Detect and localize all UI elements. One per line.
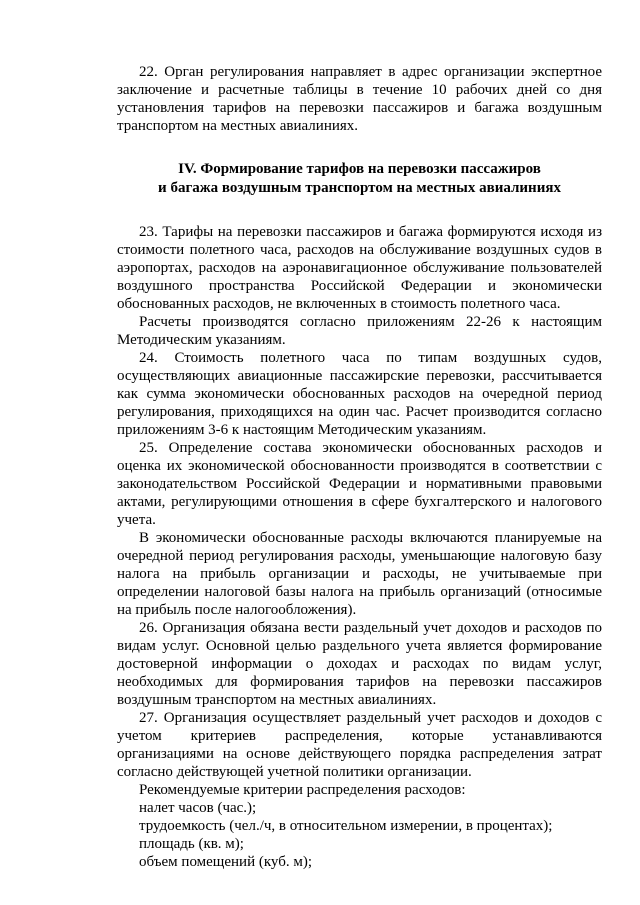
paragraph-22: 22. Орган регулирования направляет в адрес организации экспертное заключение и расчетные таблицы в течение 10 рабочих дней со дня установления тарифов на перевозки пассажиров и багажа воздушным транспортом на местных авиалиниях. [117, 64, 602, 134]
paragraph-25-expenses: В экономически обоснованные расходы включаются планируемые на очередной период регулирования расходы, уменьшающие налоговую базу налога на прибыль организации и расходы, не учитываемые при определении налоговой базы налога на прибыль организаций (относимые на прибыль после налогообложения). [117, 530, 602, 618]
criteria-item: трудоемкость (чел./ч, в относительном измерении, в процентах); [139, 818, 553, 834]
document-page [117, 63, 602, 871]
paragraph-23: 23. Тарифы на перевозки пассажиров и багажа формируются исходя из стоимости полетного часа, расходов на обслуживание воздушных судов в аэропортах, расходов на аэронавигационное обслуживание пользователей воздушного пространства Российской Федерации и экономически обоснованных расходов, не включенных в стоимость полетного часа. [117, 224, 602, 312]
paragraph-25: 25. Определение состава экономически обоснованных расходов и оценка их экономической обоснованности производятся в соответствии с законодательством Российской Федерации и нормативными правовыми актами, регулирующими отношения в сфере бухгалтерского и налогового учета. [117, 440, 602, 528]
section-heading-line-2: и багажа воздушным транспортом на местных авиалиниях [158, 180, 561, 196]
section-heading [117, 160, 602, 198]
paragraph-26: 26. Организация обязана вести раздельный учет доходов и расходов по видам услуг. Основной целью раздельного учета является формирование достоверной информации о доходах и расходах по видам услуг, необходимых для формирования тарифов на перевозки пассажиров воздушным транспортом на местных авиалиниях. [117, 620, 602, 708]
paragraph-24: 24. Стоимость полетного часа по типам воздушных судов, осуществляющих авиационные пассажирские перевозки, рассчитывается как сумма экономически обоснованных расходов на очередной период регулирования, приходящихся на один час. Расчет производится согласно приложениям 3-6 к настоящим Методическим указаниям. [117, 350, 602, 438]
criteria-intro: Рекомендуемые критерии распределения расходов: [139, 782, 466, 798]
criteria-item: площадь (кв. м); [139, 836, 244, 852]
paragraph-27: 27. Организация осуществляет раздельный учет расходов и доходов с учетом критериев распределения, которые устанавливаются организациями на основе действующего порядка распределения затрат согласно действующей учетной политики организации. [117, 710, 602, 780]
section-heading-line-1: IV. Формирование тарифов на перевозки пассажиров [178, 161, 541, 177]
criteria-item: налет часов (час.); [139, 800, 257, 816]
criteria-item: объем помещений (куб. м); [139, 854, 313, 870]
paragraph-23-calc: Расчеты производятся согласно приложениям 22-26 к настоящим Методическим указаниям. [117, 314, 602, 348]
